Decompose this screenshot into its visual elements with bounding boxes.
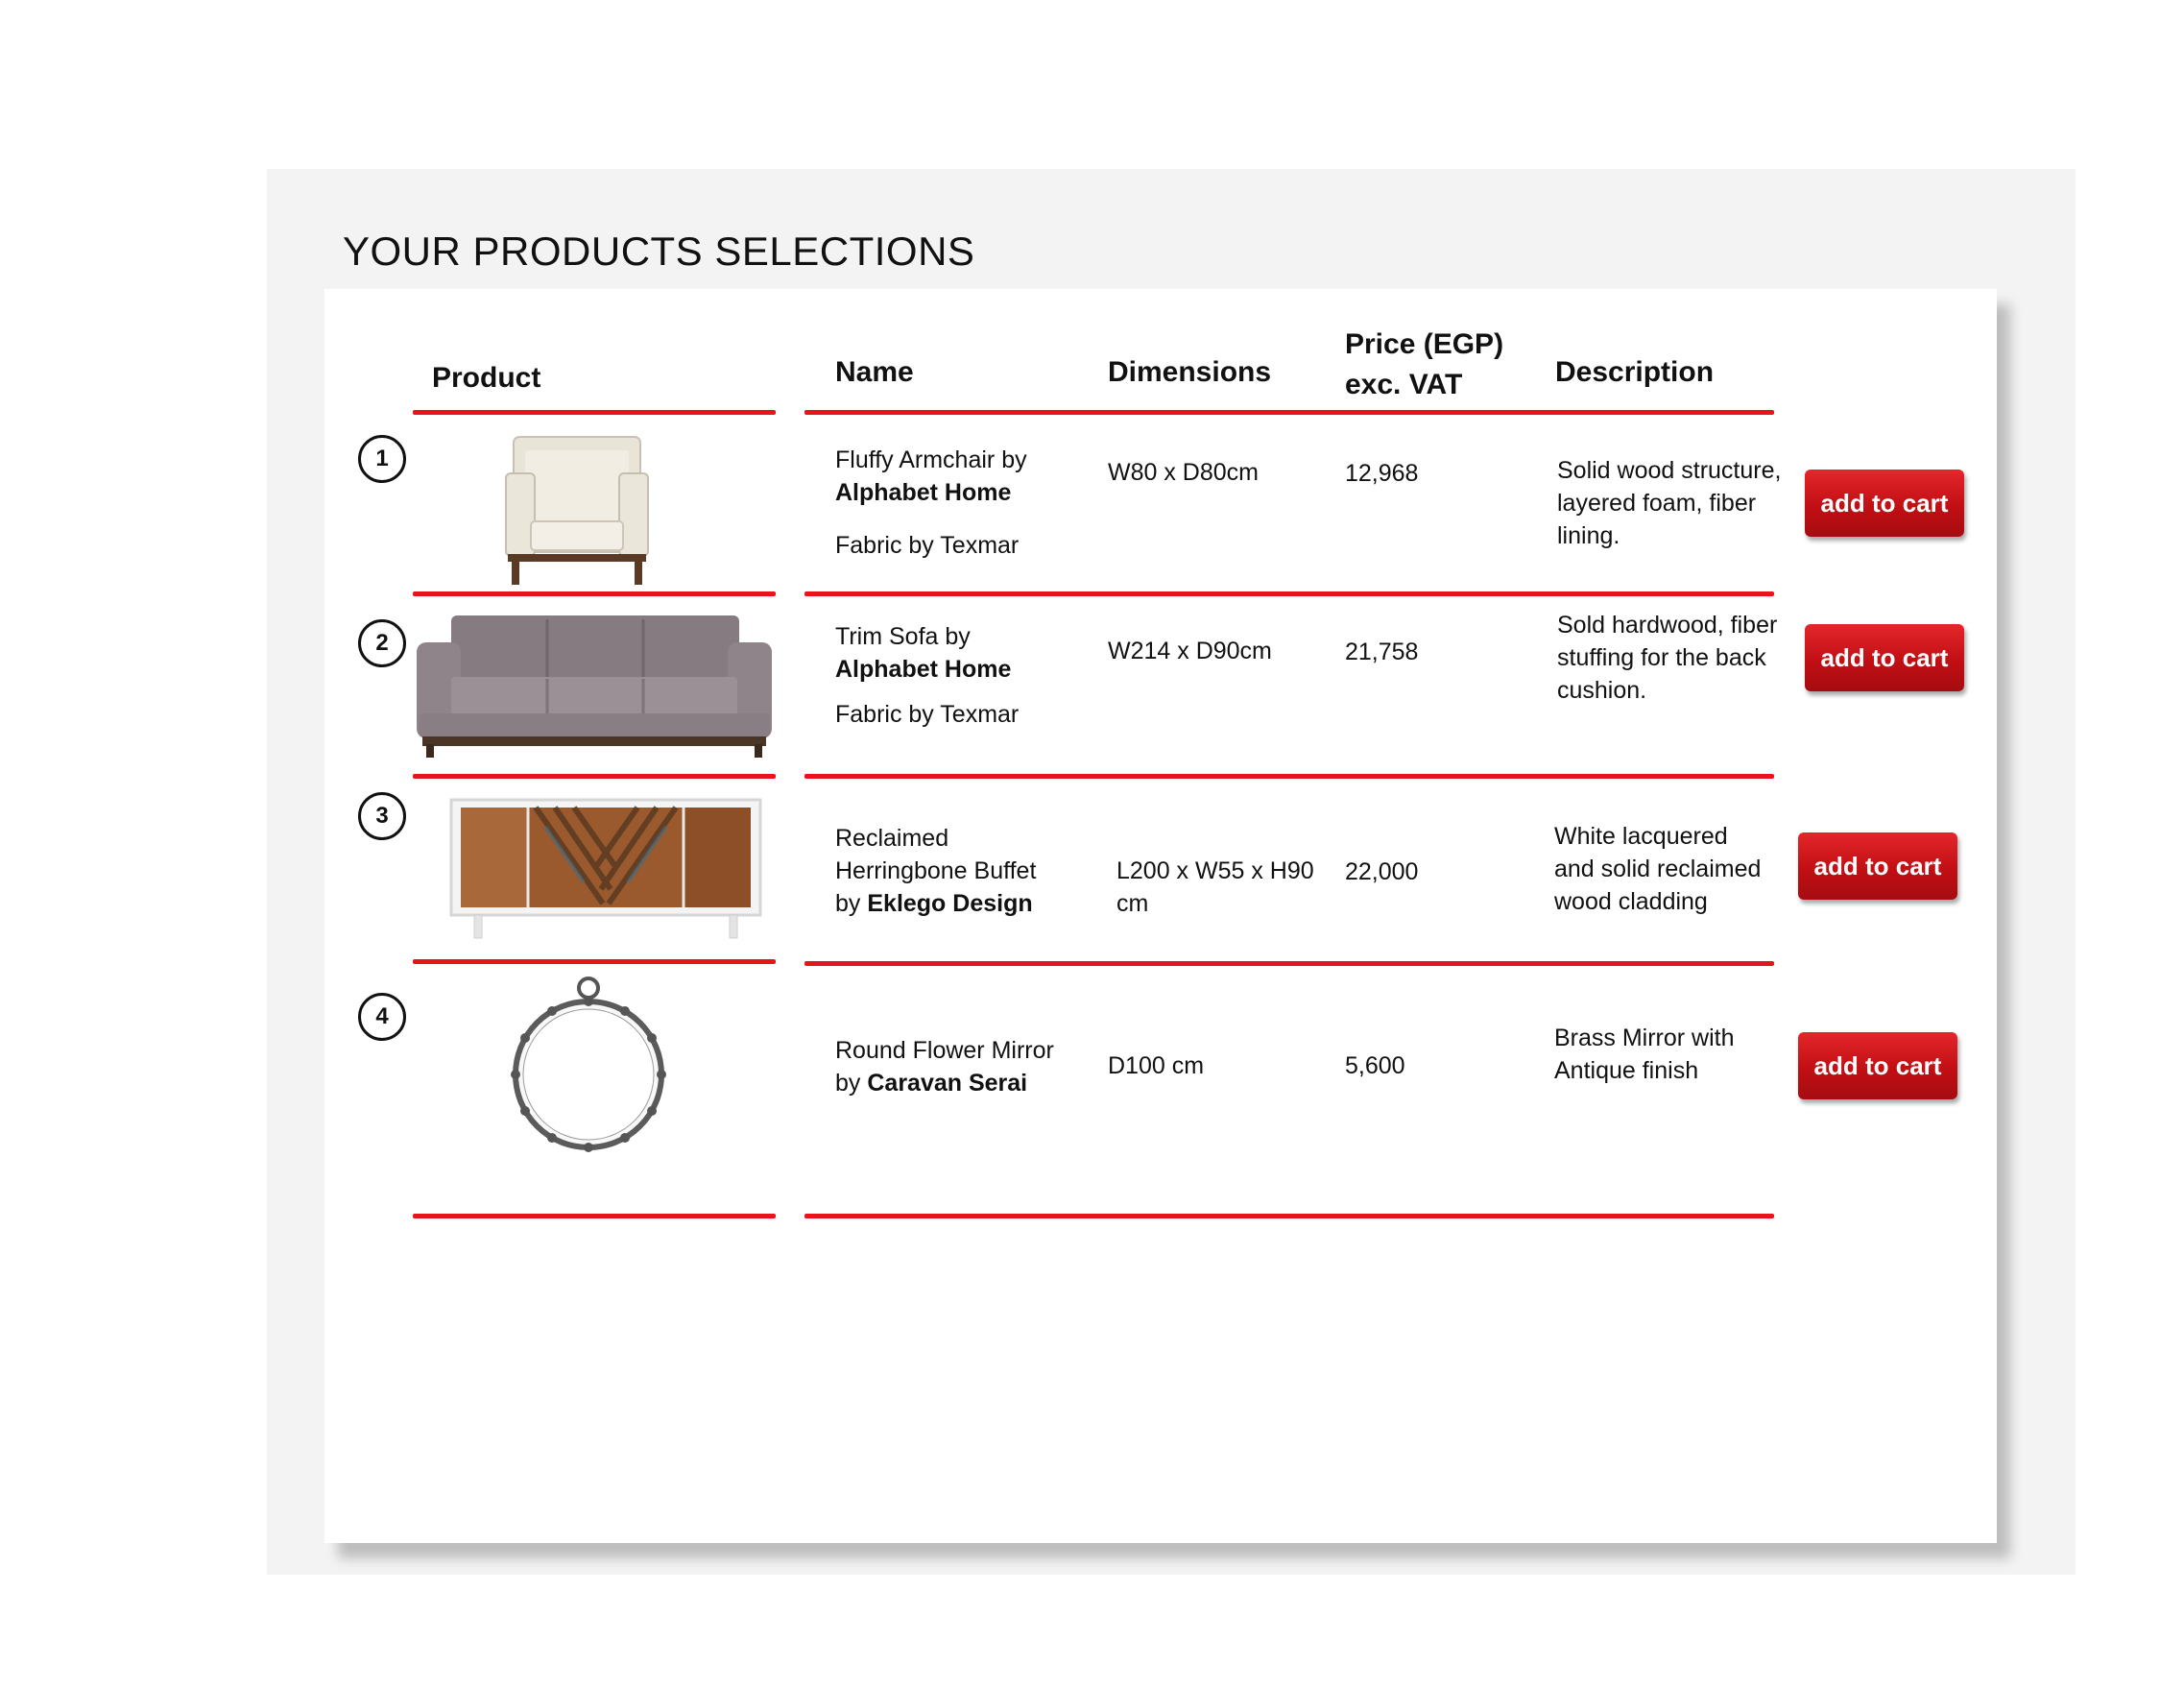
- header-description: Description: [1555, 356, 1715, 388]
- price-4: 5,600: [1345, 1052, 1405, 1079]
- price-2: 21,758: [1345, 639, 1419, 665]
- armchair-image: [500, 429, 654, 587]
- description-3: White lacquered and solid reclaimed wood cladding: [1554, 823, 1762, 915]
- mirror-image: [507, 975, 670, 1157]
- add-to-cart-button-3[interactable]: add to cart: [1798, 832, 1957, 900]
- row-divider-left: [413, 591, 776, 596]
- page-title: YOUR PRODUCTS SELECTIONS: [343, 229, 975, 274]
- row-divider-left: [413, 774, 776, 779]
- header-product: Product: [432, 362, 541, 394]
- table-bottom-divider-right: [804, 1214, 1774, 1218]
- header-divider-right: [804, 410, 1774, 415]
- row-divider-right: [804, 961, 1774, 966]
- product-name-4: Round Flower Mirror by Caravan Serai: [835, 1037, 1054, 1097]
- row-divider-left: [413, 959, 776, 964]
- dimensions-1: W80 x D80cm: [1108, 459, 1259, 486]
- row-number-3: 3: [358, 792, 406, 840]
- add-to-cart-button-2[interactable]: add to cart: [1805, 624, 1964, 691]
- price-3: 22,000: [1345, 858, 1419, 885]
- price-1: 12,968: [1345, 460, 1419, 487]
- header-price: Price (EGP) exc. VAT: [1345, 328, 1504, 400]
- dimensions-4: D100 cm: [1108, 1052, 1205, 1079]
- product-name-2: Trim Sofa by Alphabet Home: [835, 623, 1012, 683]
- row-divider-right: [804, 774, 1774, 779]
- header-name: Name: [835, 356, 914, 388]
- add-to-cart-button-1[interactable]: add to cart: [1805, 470, 1964, 537]
- description-4: Brass Mirror with Antique finish: [1554, 1025, 1735, 1084]
- row-number-1: 1: [358, 435, 406, 483]
- sofa-image: [413, 608, 776, 761]
- description-2: Sold hardwood, fiber stuffing for the back cushion.: [1557, 612, 1778, 704]
- product-name-3: Reclaimed Herringbone Buffet by Eklego Design: [835, 825, 1037, 917]
- add-to-cart-button-4[interactable]: add to cart: [1798, 1032, 1957, 1099]
- header-dimensions: Dimensions: [1108, 356, 1272, 388]
- description-1: Solid wood structure, layered foam, fiber lining.: [1557, 457, 1782, 549]
- dimensions-2: W214 x D90cm: [1108, 638, 1272, 664]
- dimensions-3: L200 x W55 x H90 cm: [1116, 857, 1314, 917]
- fabric-2: Fabric by Texmar: [835, 701, 1020, 728]
- product-name-1: Fluffy Armchair by Alphabet Home: [835, 446, 1027, 506]
- table-bottom-divider-left: [413, 1214, 776, 1218]
- header-divider-left: [413, 410, 776, 415]
- buffet-image: [449, 798, 762, 942]
- fabric-1: Fabric by Texmar: [835, 532, 1020, 559]
- row-number-2: 2: [358, 619, 406, 667]
- row-divider-right: [804, 591, 1774, 596]
- row-number-4: 4: [358, 993, 406, 1041]
- product-selection-card: [324, 289, 1997, 1543]
